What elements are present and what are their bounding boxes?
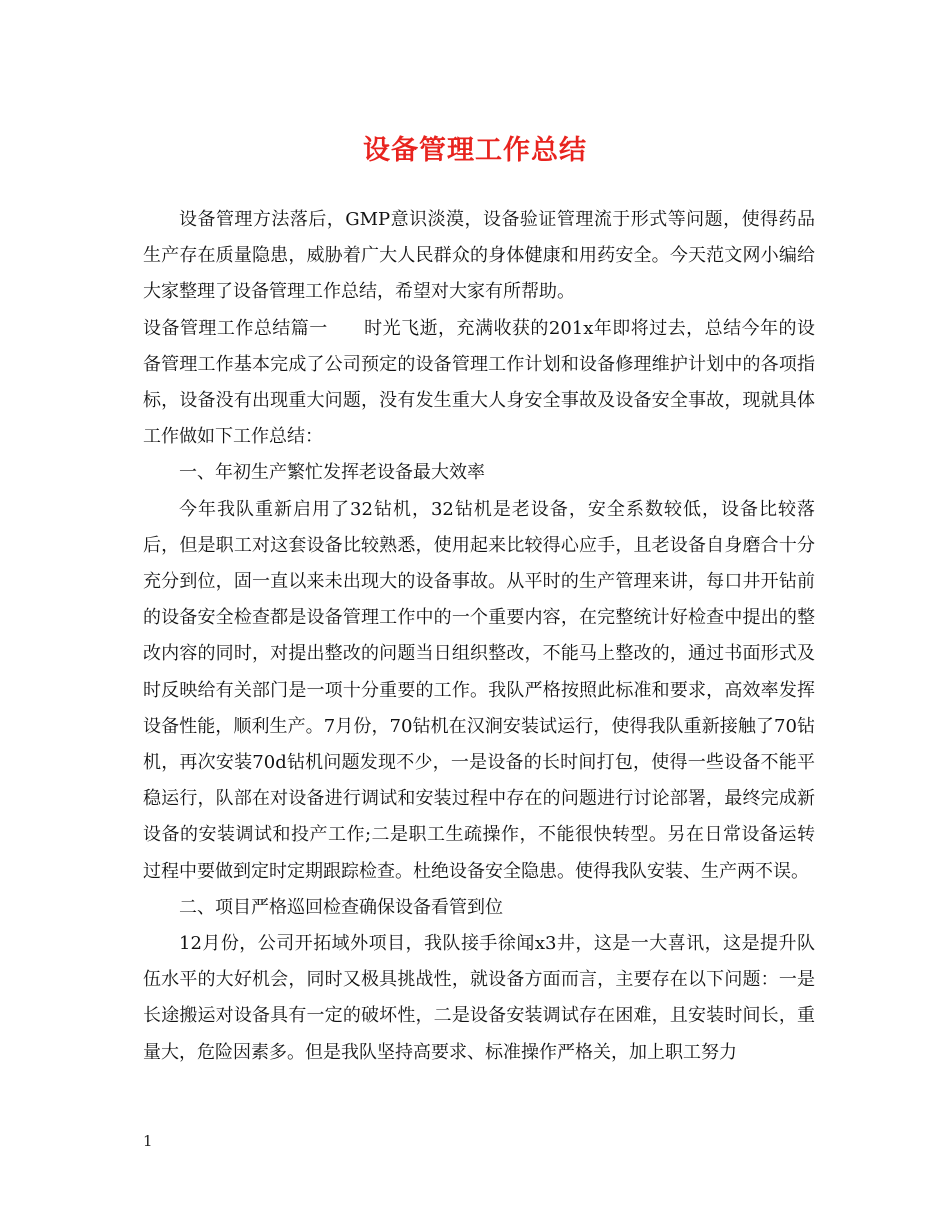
section-lead: 时光飞逝，充满收获的201x年即将过去，总结今年的设备管理工作基本完成了公司预定的设备管理工作计划和设备修理维护计划中的各项指标，设备没有出现重大问题，没有发生重大人身安全事故及设备安全事故，现就具体工作做如下工作总结： [143,317,816,448]
section-label: 设备管理工作总结篇一 [143,317,328,339]
page-number: 1 [143,1132,153,1150]
intro-paragraph: 设备管理方法落后，GMP意识淡漠，设备验证管理流于形式等问题，使得药品生产存在质量隐患，威胁着广大人民群众的身体健康和用药安全。今天范文网小编给大家整理了设备管理工作总结，希望对大家有所帮助。 [143,209,815,303]
heading-2: 二、项目严格巡回检查确保设备看管到位 [179,896,503,918]
section-paragraph [143,311,815,456]
document-body [143,202,815,1071]
heading-1: 一、年初生产繁忙发挥老设备最大效率 [179,462,485,484]
document-title: 设备管理工作总结 [363,135,587,166]
paragraph-1: 今年我队重新启用了32钻机，32钻机是老设备，安全系数较低，设备比较落后，但是职工对这套设备比较熟悉，使用起来比较得心应手，且老设备自身磨合十分充分到位，固一直以来未出现大的设备事故。从平时的生产管理来讲，每口井开钻前的设备安全检查都是设备管理工作中的一个重要内容，在完整统计好检查中提出的整改内容的同时，对提出整改的问题当日组织整改，不能马上整改的，通过书面形式及时反映给有关部门是一项十分重要的工作。我队严格按照此标准和要求，高效率发挥设备性能，顺利生产。7月份，70钻机在汉涧安装试运行，使得我队重新接触了70钻机，再次安装70d钻机问题发现不少，一是设备的长时间打包，使得一些设备不能平稳运行，队部在对设备进行调试和安装过程中存在的问题进行讨论部署，最终完成新设备的安装调试和投产工作;二是职工生疏操作，不能很快转型。另在日常设备运转过程中要做到定时定期跟踪检查。杜绝设备安全隐患。使得我队安装、生产两不误。 [143,498,815,882]
paragraph-2: 12月份，公司开拓域外项目，我队接手徐闻x3井，这是一大喜讯，这是提升队伍水平的大好机会，同时又极具挑战性，就设备方面而言，主要存在以下问题：一是长途搬运对设备具有一定的破坏性，二是设备安装调试存在困难，且安装时间长，重量大，危险因素多。但是我队坚持高要求、标准操作严格关，加上职工努力 [143,933,815,1063]
